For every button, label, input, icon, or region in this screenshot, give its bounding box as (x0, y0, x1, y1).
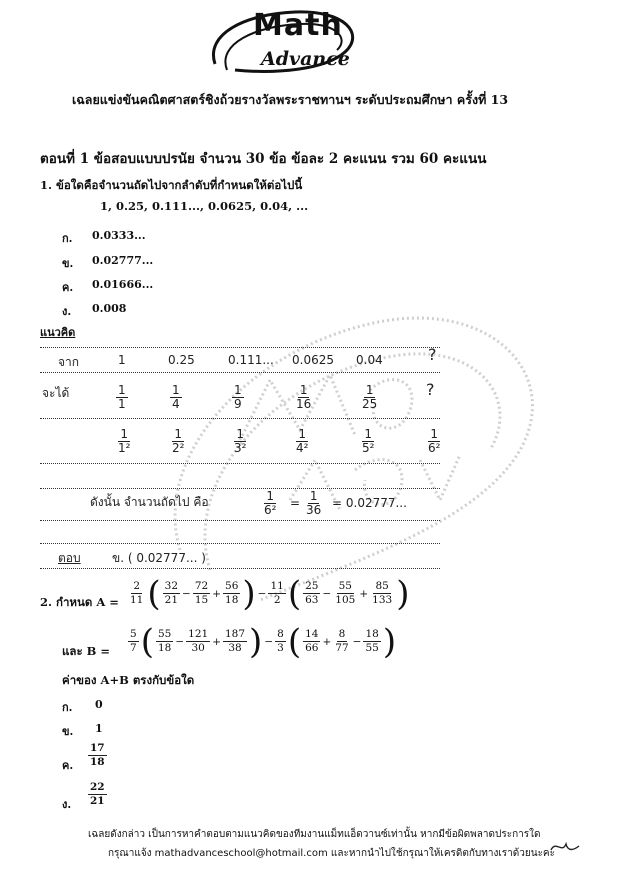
dotted-line (40, 520, 440, 521)
q1-option-a-label: ก. (62, 232, 73, 245)
q1-row3-fraction: $\frac{1}{\text{1²}}$ (118, 427, 131, 455)
footer-note-line2: กรุณาแจ้ง mathadvanceschool@hotmail.com และหากนำไปใช้กรุณาให้เครดิตกับทางเราด้วยนะคะ (108, 848, 555, 859)
q1-solution-label: แนวคิด (40, 326, 76, 339)
q1-row3-fraction: $\frac{1}{\text{2²}}$ (172, 427, 185, 455)
dotted-line (40, 568, 440, 569)
q1-row3-fraction: $\frac{1}{\text{3²}}$ (234, 427, 247, 455)
q2-option-a-label: ก. (62, 701, 73, 714)
q1-row2-fraction: $\frac{1}{1}$ (118, 383, 126, 411)
q1-option-b-label: ข. (62, 257, 74, 270)
q2-option-d-fraction: $\frac{22}{21}$ (90, 781, 105, 807)
q2-option-b-value: 1 (95, 722, 103, 735)
q1-row1-value: 0.04 (356, 353, 383, 367)
q1-row2-label: จะได้ (42, 386, 70, 400)
watermark-logo (140, 300, 560, 620)
dotted-line (40, 463, 440, 464)
q1-row2-question: ? (426, 380, 435, 399)
dotted-line (40, 488, 440, 489)
q1-conclusion-fraction: $\frac{1}{\text{6²}}$ (264, 489, 277, 517)
q2-ask: ค่าของ A+B ตรงกับข้อใด (62, 673, 195, 687)
q1-row2-fraction: $\frac{1}{16}$ (296, 383, 312, 411)
q1-answer-label: ตอบ (58, 551, 81, 565)
q1-row3-fraction: $\frac{1}{\text{4²}}$ (296, 427, 309, 455)
q1-answer-value: ข. ( 0.02777... ) (112, 551, 206, 565)
dotted-line (40, 418, 440, 419)
q1-row1-value: 0.25 (168, 353, 195, 367)
q2-option-a-value: 0 (95, 698, 103, 711)
q1-option-b-value: 0.02777... (92, 254, 154, 267)
document-header: เฉลยแข่งขันคณิตศาสตร์ชิงถ้วยรางวัลพระราชทานฯ ระดับประถมศึกษา ครั้งที่ 13 (72, 92, 509, 107)
dotted-line (40, 347, 440, 348)
q2-stem: 2. กำหนด A = (40, 595, 119, 609)
q1-row3-fraction: $\frac{1}{\text{5²}}$ (362, 427, 375, 455)
q1-row1-label: จาก (58, 355, 80, 369)
q2-expression-b: $\frac{5}{7}$ ( $\frac{55}{18}$ − $\frac{121}{30}$ + $\frac{187}{38}$ ) − $\frac{8}{3}$ ( $\frac{14}{66}$ + $\frac{8}{77}$ − $\frac{18}{55}$ ) (130, 621, 397, 662)
q1-row2-fraction: $\frac{1}{9}$ (234, 383, 242, 411)
q2-option-b-label: ข. (62, 725, 74, 738)
q2-expression-a: $\frac{2}{11}$ ( $\frac{32}{21}$ − $\frac{72}{15}$ + $\frac{56}{18}$ ) − $\frac{11}{2}$ ( $\frac{25}{63}$ − $\frac{55}{105}$ + $\frac{85}{133}$ ) (130, 573, 410, 614)
q1-conclusion-text: ดังนั้น จำนวนถัดไป คือ (90, 495, 209, 509)
q2-option-c-fraction: $\frac{17}{18}$ (90, 742, 105, 768)
q1-conclusion-fraction: $\frac{1}{36}$ (306, 489, 322, 517)
q2-option-d-label: ง. (62, 798, 72, 811)
q1-row2-fraction: $\frac{1}{25}$ (362, 383, 378, 411)
q1-row1-value: ? (428, 345, 437, 364)
q2-option-c-label: ค. (62, 759, 74, 772)
dotted-line (40, 543, 440, 544)
q1-row1-value: 0.0625 (292, 353, 334, 367)
q1-sequence: 1, 0.25, 0.111..., 0.0625, 0.04, ... (100, 199, 309, 213)
q1-conclusion-equals: = (290, 496, 301, 510)
dotted-line (40, 372, 440, 373)
q1-row3-fraction: $\frac{1}{\text{6²}}$ (428, 427, 441, 455)
q1-row1-value: 1 (118, 353, 126, 367)
q1-option-a-value: 0.0333... (92, 229, 146, 242)
math-advance-logo (205, 4, 365, 80)
q1-row1-value: 0.111... (228, 353, 274, 367)
q1-row2-fraction: $\frac{1}{4}$ (172, 383, 180, 411)
q1-stem: 1. ข้อใดคือจำนวนถัดไปจากลำดับที่กำหนดให้ต่อไปนี้ (40, 178, 303, 192)
q1-option-d-value: 0.008 (92, 302, 127, 315)
section-title: ตอนที่ 1 ข้อสอบแบบปรนัย จำนวน 30 ข้อ ข้อละ 2 คะแนน รวม 60 คะแนน (40, 151, 487, 167)
q1-option-c-value: 0.01666... (92, 278, 154, 291)
signature-mark (548, 836, 582, 858)
logo-text-math: Math (253, 8, 343, 43)
q1-option-d-label: ง. (62, 305, 72, 318)
q2-b-label: และ B = (62, 644, 110, 658)
q1-option-c-label: ค. (62, 281, 74, 294)
q1-conclusion-result: = 0.02777... (332, 496, 407, 510)
footer-note-line1: เฉลยดังกล่าว เป็นการหาคำตอบตามแนวคิดของทีมงานแม็ทแอ็ดวานซ์เท่านั้น หากมีข้อผิดพลาดประการใด (88, 829, 541, 840)
logo-text-advance: Advance (261, 48, 350, 70)
